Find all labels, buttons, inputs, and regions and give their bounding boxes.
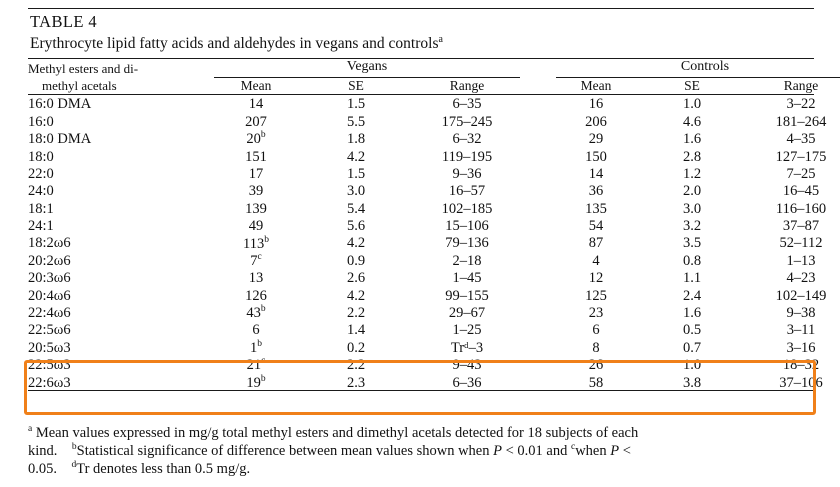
table-row bbox=[28, 216, 840, 233]
controls-se: 0.7 bbox=[682, 339, 702, 356]
significance-marker: b bbox=[260, 373, 266, 384]
vegans-mean: 139 bbox=[245, 200, 267, 217]
column-gap bbox=[530, 234, 546, 251]
column-gap bbox=[530, 130, 546, 147]
vegans-range: 16–57 bbox=[448, 183, 486, 200]
stub-header-line2: methyl acetals bbox=[42, 77, 117, 93]
footnote-d-marker: d bbox=[71, 459, 77, 470]
footnote-d bbox=[28, 460, 818, 478]
vegans-se: 1.5 bbox=[346, 165, 366, 182]
column-gap bbox=[530, 356, 546, 373]
table-row bbox=[28, 234, 840, 251]
col-header-controls-range: Range bbox=[783, 77, 819, 93]
row-label: 16:0 DMA bbox=[28, 96, 92, 113]
footnote-b bbox=[28, 442, 818, 460]
table-row bbox=[28, 95, 840, 112]
vegans-mean: 14 bbox=[248, 96, 264, 113]
footnote-b-italic-p2: P bbox=[610, 442, 620, 459]
group-header-vegans-label: Vegans bbox=[214, 59, 520, 78]
controls-mean: 58 bbox=[588, 374, 604, 391]
vegans-mean: 21$^c$ bbox=[246, 356, 266, 374]
table-top-rule bbox=[28, 8, 814, 9]
vegans-se: 4.2 bbox=[346, 148, 366, 165]
row-label: 16:0 bbox=[28, 113, 54, 130]
controls-se: 3.0 bbox=[682, 200, 702, 217]
controls-range: 4–35 bbox=[786, 131, 816, 148]
caption-footnote-marker: a bbox=[438, 34, 443, 45]
header-group-row bbox=[28, 59, 840, 78]
column-gap bbox=[530, 78, 546, 94]
stub-header bbox=[28, 59, 204, 94]
significance-marker: c bbox=[257, 252, 262, 263]
vegans-range: 9–36 bbox=[452, 165, 482, 182]
group-header-controls-label: Controls bbox=[556, 59, 840, 78]
controls-se: 1.0 bbox=[682, 357, 702, 374]
column-gap bbox=[530, 216, 546, 233]
vegans-range: 175–245 bbox=[441, 113, 493, 130]
footnote-b-italic-p1: P bbox=[493, 442, 502, 459]
column-gap bbox=[530, 303, 546, 320]
vegans-mean: 17 bbox=[248, 165, 264, 182]
controls-mean: 8 bbox=[592, 339, 600, 356]
vegans-se: 1.5 bbox=[346, 96, 366, 113]
column-gap bbox=[530, 59, 546, 78]
column-gap bbox=[530, 164, 546, 181]
footnote-a bbox=[28, 424, 818, 442]
row-label: 24:1 bbox=[28, 218, 54, 235]
controls-range: 37–87 bbox=[782, 218, 820, 235]
table-row bbox=[28, 112, 840, 129]
table-caption-text: Erythrocyte lipid fatty acids and aldehydes in vegans and controls bbox=[30, 35, 439, 53]
controls-mean: 4 bbox=[592, 252, 600, 269]
table-row bbox=[28, 356, 840, 373]
vegans-range: 99–155 bbox=[445, 287, 489, 304]
controls-range: 181–264 bbox=[775, 113, 827, 130]
controls-range: 3–16 bbox=[786, 339, 816, 356]
table-caption bbox=[30, 34, 814, 54]
col-header-vegans-range: Range bbox=[449, 77, 485, 93]
vegans-se: 2.2 bbox=[346, 305, 366, 322]
vegans-range: 6–36 bbox=[452, 374, 482, 391]
vegans-mean: 6 bbox=[252, 322, 260, 339]
significance-marker: b bbox=[257, 339, 262, 349]
row-label: 18:1 bbox=[28, 200, 54, 217]
vegans-range: Trᵈ–3 bbox=[450, 339, 484, 356]
controls-se: 2.8 bbox=[682, 148, 702, 165]
table-row bbox=[28, 373, 840, 390]
col-header-controls-se: SE bbox=[684, 77, 700, 93]
controls-mean: 26 bbox=[588, 357, 604, 374]
row-label: 24:0 bbox=[28, 183, 54, 200]
vegans-se: 2.6 bbox=[346, 270, 366, 287]
table-row bbox=[28, 147, 840, 164]
table-row bbox=[28, 286, 840, 303]
row-label: 20:4ω6 bbox=[28, 287, 71, 304]
controls-range: 7–25 bbox=[786, 165, 816, 182]
vegans-mean: 126 bbox=[245, 287, 267, 304]
column-gap bbox=[530, 112, 546, 129]
controls-mean: 150 bbox=[585, 148, 607, 165]
controls-range: 37–106 bbox=[779, 374, 823, 391]
footnote-d-prefix: 0.05. bbox=[28, 460, 57, 477]
table-container bbox=[28, 8, 827, 391]
vegans-se: 0.9 bbox=[346, 252, 366, 269]
vegans-se: 5.6 bbox=[346, 218, 366, 235]
footnote-d-text: Tr denotes less than 0.5 mg/g. bbox=[76, 460, 251, 477]
vegans-range: 119–195 bbox=[441, 148, 493, 165]
footnote-b-text-3: when bbox=[575, 442, 611, 459]
vegans-range: 1–45 bbox=[452, 270, 482, 287]
vegans-se: 2.2 bbox=[346, 357, 366, 374]
vegans-mean: 49 bbox=[248, 218, 264, 235]
controls-se: 3.5 bbox=[682, 235, 702, 252]
controls-se: 4.6 bbox=[682, 113, 702, 130]
vegans-se: 4.2 bbox=[346, 235, 366, 252]
controls-se: 2.0 bbox=[682, 183, 702, 200]
controls-range: 9–38 bbox=[786, 305, 816, 322]
vegans-range: 9–43 bbox=[452, 357, 482, 374]
controls-se: 0.8 bbox=[682, 252, 702, 269]
vegans-mean: 151 bbox=[245, 148, 267, 165]
controls-range: 16–45 bbox=[782, 183, 820, 200]
controls-se: 1.2 bbox=[682, 165, 702, 182]
controls-se: 2.4 bbox=[682, 287, 702, 304]
row-label: 20:3ω6 bbox=[28, 270, 71, 287]
controls-mean: 16 bbox=[588, 96, 604, 113]
group-header-vegans bbox=[204, 59, 530, 78]
table-footnotes bbox=[28, 424, 818, 478]
vegans-range: 6–32 bbox=[452, 131, 482, 148]
controls-se: 1.6 bbox=[682, 305, 702, 322]
controls-mean: 23 bbox=[588, 305, 604, 322]
vegans-mean: 19$^b$ bbox=[246, 373, 266, 391]
significance-marker: b bbox=[260, 304, 266, 315]
row-label: 18:2ω6 bbox=[28, 235, 71, 252]
data-table bbox=[28, 59, 840, 94]
vegans-se: 3.0 bbox=[346, 183, 366, 200]
controls-se: 1.0 bbox=[682, 96, 702, 113]
footnote-b-marker: b bbox=[71, 441, 77, 452]
column-gap bbox=[530, 251, 546, 268]
vegans-se: 4.2 bbox=[346, 287, 366, 304]
controls-mean: 206 bbox=[585, 113, 607, 130]
column-gap bbox=[530, 182, 546, 199]
vegans-range: 79–136 bbox=[445, 235, 489, 252]
footnote-c-marker: c bbox=[570, 441, 576, 452]
vegans-range: 1–25 bbox=[452, 322, 482, 339]
table-row bbox=[28, 182, 840, 199]
stub-header-line1: Methyl esters and di- bbox=[28, 61, 139, 77]
vegans-mean: 20$^b$ bbox=[246, 130, 266, 148]
vegans-se: 5.4 bbox=[346, 200, 366, 217]
footnote-b-prefix: kind. bbox=[28, 442, 58, 459]
controls-range: 102–149 bbox=[775, 287, 827, 304]
table-row bbox=[28, 164, 840, 181]
column-gap bbox=[530, 147, 546, 164]
controls-mean: 36 bbox=[588, 183, 604, 200]
row-label: 22:0 bbox=[28, 165, 54, 182]
col-header-vegans-se: SE bbox=[348, 77, 364, 93]
controls-mean: 29 bbox=[588, 131, 604, 148]
table-row bbox=[28, 321, 840, 338]
footnote-b-text-1: Statistical significance of difference between mean values shown when bbox=[76, 442, 494, 459]
vegans-se: 2.3 bbox=[346, 374, 366, 391]
footnote-b-text-4: < bbox=[619, 442, 631, 459]
controls-mean: 125 bbox=[585, 287, 607, 304]
vegans-range: 29–67 bbox=[448, 305, 486, 322]
data-table-body bbox=[28, 95, 840, 391]
controls-range: 52–112 bbox=[779, 235, 823, 252]
vegans-range: 15–106 bbox=[445, 218, 489, 235]
column-gap bbox=[530, 286, 546, 303]
vegans-se: 0.2 bbox=[346, 339, 366, 356]
row-label: 20:2ω6 bbox=[28, 252, 71, 269]
vegans-mean: 39 bbox=[248, 183, 264, 200]
controls-mean: 12 bbox=[588, 270, 604, 287]
vegans-mean: 1$^b$ bbox=[250, 339, 262, 356]
vegans-se: 1.8 bbox=[346, 131, 366, 148]
controls-mean: 6 bbox=[592, 322, 600, 339]
significance-marker: b bbox=[264, 234, 269, 245]
controls-range: 127–175 bbox=[775, 148, 827, 165]
row-label: 22:4ω6 bbox=[28, 305, 71, 322]
table-row bbox=[28, 199, 840, 216]
controls-mean: 14 bbox=[588, 165, 604, 182]
controls-se: 1.6 bbox=[682, 131, 702, 148]
vegans-range: 102–185 bbox=[441, 200, 493, 217]
table-row bbox=[28, 130, 840, 147]
table-row bbox=[28, 251, 840, 268]
vegans-mean: 113$^b$ bbox=[243, 234, 269, 252]
column-gap bbox=[530, 269, 546, 286]
vegans-mean: 207 bbox=[245, 113, 267, 130]
footnote-a-marker: a bbox=[28, 424, 33, 434]
row-label: 22:5ω6 bbox=[28, 322, 71, 339]
controls-se: 3.2 bbox=[682, 218, 702, 235]
footnote-b-text-2: < 0.01 and bbox=[501, 442, 571, 459]
footnote-a-text: Mean values expressed in mg/g total methyl esters and dimethyl acetals detected for 18 subjects of each bbox=[32, 424, 639, 441]
controls-mean: 87 bbox=[588, 235, 604, 252]
group-header-controls bbox=[546, 59, 840, 78]
controls-mean: 54 bbox=[588, 218, 604, 235]
controls-range: 18–32 bbox=[782, 357, 820, 374]
col-header-controls-mean: Mean bbox=[580, 77, 612, 93]
table-row bbox=[28, 269, 840, 286]
column-gap bbox=[530, 373, 546, 390]
controls-mean: 135 bbox=[585, 200, 607, 217]
significance-marker: c bbox=[261, 356, 266, 367]
vegans-mean: 7$^c$ bbox=[250, 252, 262, 269]
column-gap bbox=[530, 321, 546, 338]
vegans-mean: 43$^b$ bbox=[246, 304, 266, 322]
vegans-se: 1.4 bbox=[346, 322, 366, 339]
vegans-se: 5.5 bbox=[346, 113, 366, 130]
table-number: TABLE 4 bbox=[30, 12, 98, 31]
vegans-mean: 13 bbox=[248, 270, 264, 287]
col-header-vegans-mean: Mean bbox=[240, 77, 272, 93]
vegans-range: 2–18 bbox=[452, 252, 482, 269]
controls-se: 0.5 bbox=[682, 322, 702, 339]
controls-range: 116–160 bbox=[775, 200, 827, 217]
column-gap bbox=[530, 95, 546, 112]
row-label: 18:0 DMA bbox=[28, 131, 92, 148]
controls-se: 1.1 bbox=[682, 270, 702, 287]
table-row bbox=[28, 303, 840, 320]
vegans-range: 6–35 bbox=[452, 96, 482, 113]
column-gap bbox=[530, 199, 546, 216]
row-label: 22:6ω3 bbox=[28, 374, 71, 391]
row-label: 18:0 bbox=[28, 148, 54, 165]
row-label: 20:5ω3 bbox=[28, 339, 71, 356]
significance-marker: b bbox=[260, 130, 266, 141]
controls-se: 3.8 bbox=[682, 374, 702, 391]
column-gap bbox=[530, 338, 546, 355]
controls-range: 4–23 bbox=[786, 270, 816, 287]
controls-range: 1–13 bbox=[786, 252, 816, 269]
controls-range: 3–11 bbox=[786, 322, 816, 339]
table-row bbox=[28, 338, 840, 355]
row-label: 22:5ω3 bbox=[28, 357, 71, 374]
controls-range: 3–22 bbox=[786, 96, 816, 113]
